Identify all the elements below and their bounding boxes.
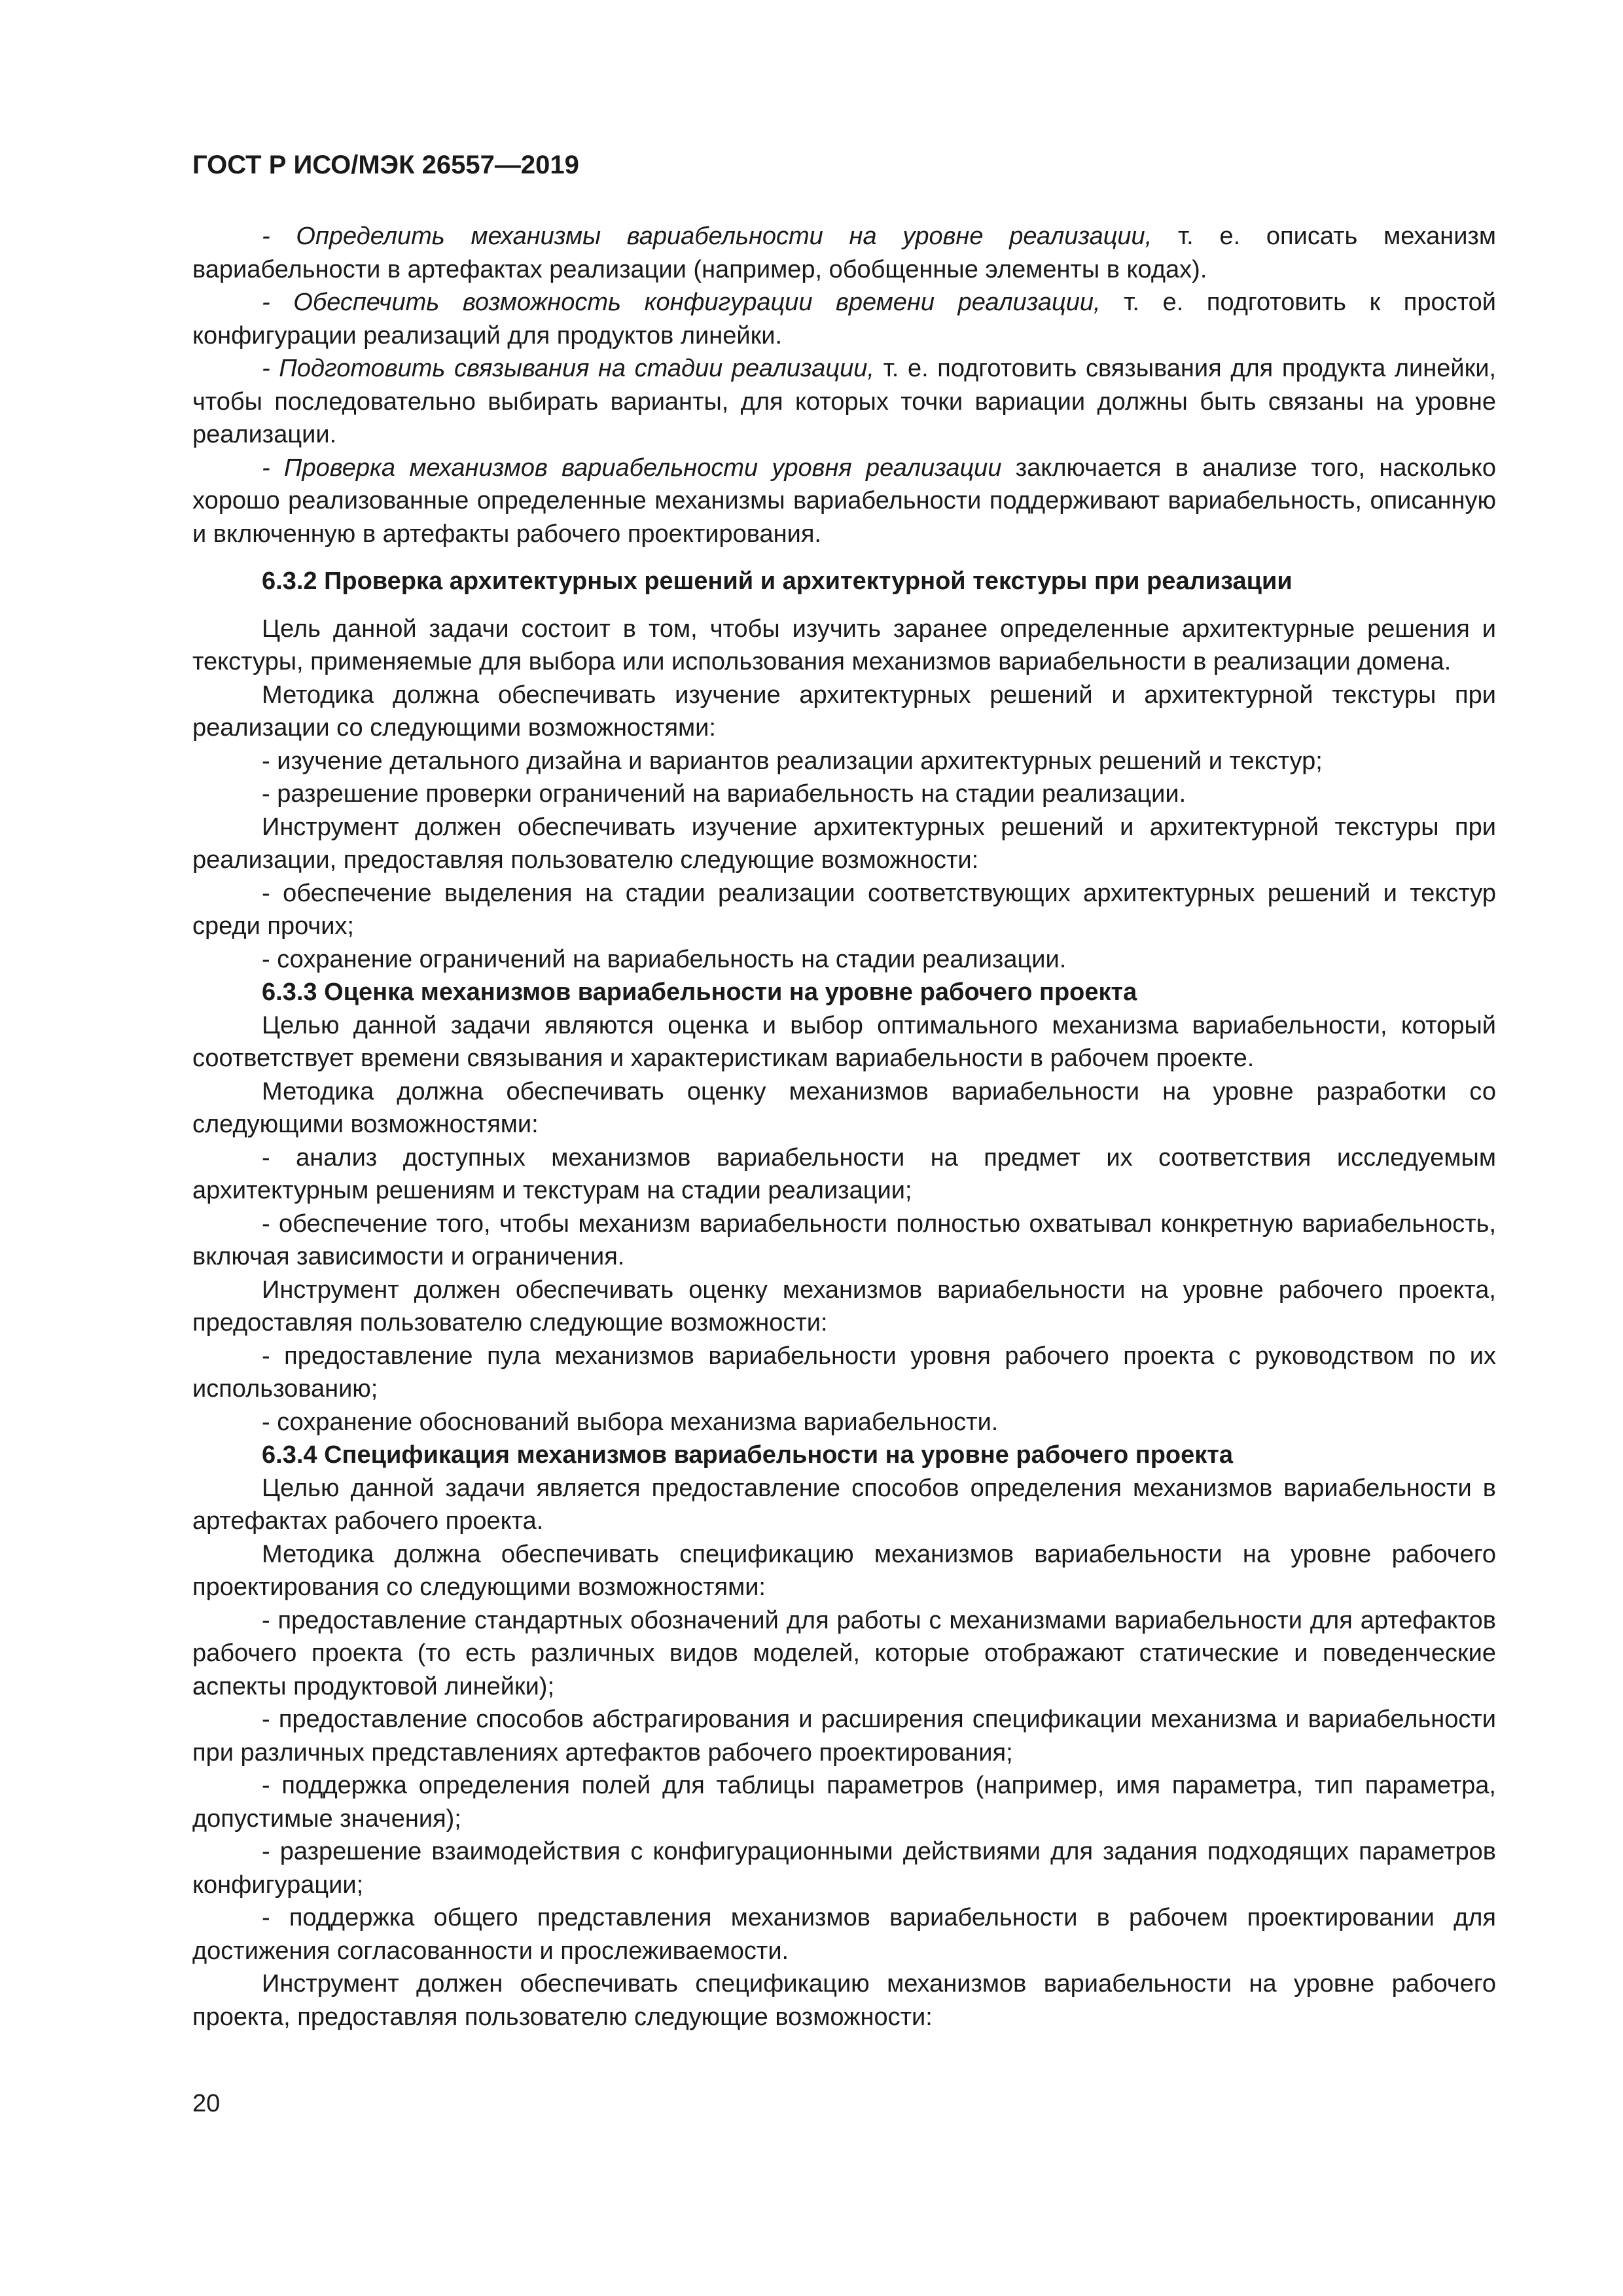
list-item: - предоставление способов абстрагирования и расширения спецификации механизма и вариабельности при различных представлениях артефактов рабочего проектирования; (192, 1706, 1496, 1767)
paragraph: Инструмент должен обеспечивать спецификацию механизмов вариабельности на уровне рабочего проекта, предоставляя пользователю следующие возможности: (192, 1970, 1496, 2031)
section-heading-6-3-3: 6.3.3 Оценка механизмов вариабельности на уровне рабочего проекта (262, 978, 1137, 1006)
section-heading-6-3-2: 6.3.2 Проверка архитектурных решений и архитектурной текстуры при реализации (262, 567, 1293, 595)
list-item: - предоставление стандартных обозначений для работы с механизмами вариабельности для артефактов рабочего проекта (то есть различных видов моделей, которые отображают статические и поведенческие аспекты продуктовой линейки); (192, 1606, 1496, 1700)
paragraph: Целью данной задачи является предоставление способов определения механизмов вариабельности в артефактах рабочего проекта. (192, 1474, 1496, 1535)
paragraph-text: т. е. подготовить связывания для продукта линейки, чтобы последовательно выбирать варианты, для которых точки вариации должны быть связаны на уровне реализации. (192, 355, 1496, 448)
italic-lead: - Обеспечить возможность конфигурации времени реализации, (262, 289, 1101, 316)
italic-lead: - Проверка механизмов вариабельности уровня реализации (262, 454, 1002, 482)
paragraph: Инструмент должен обеспечивать оценку механизмов вариабельности на уровне рабочего проекта, предоставляя пользователю следующие возможности: (192, 1276, 1496, 1336)
document-code-header: ГОСТ Р ИСО/МЭК 26557—2019 (192, 151, 579, 179)
paragraph: Методика должна обеспечивать изучение архитектурных решений и архитектурной текстуры при реализации со следующими возможностями: (192, 681, 1496, 742)
italic-lead: - Подготовить связывания на стадии реализации, (262, 355, 874, 382)
paragraph-text: т. е. описать механизм вариабельности в артефактах реализации (например, обобщенные элементы в кодах). (192, 223, 1496, 283)
list-item: - анализ доступных механизмов вариабельности на предмет их соответствия исследуемым архитектурным решениям и текстурам на стадии реализации; (192, 1143, 1496, 1204)
list-item: - поддержка определения полей для таблицы параметров (например, имя параметра, тип параметра, допустимые значения); (192, 1772, 1496, 1833)
list-item: - сохранение обоснований выбора механизма вариабельности. (262, 1408, 999, 1436)
page-number: 20 (192, 2090, 221, 2117)
list-item: - разрешение взаимодействия с конфигурационными действиями для задания подходящих параметров конфигурации; (192, 1838, 1496, 1899)
list-item: - обеспечение выделения на стадии реализации соответствующих архитектурных решений и текстур среди прочих; (192, 879, 1496, 940)
paragraph (192, 352, 1496, 452)
paragraph: Цель данной задачи состоит в том, чтобы изучить заранее определенные архитектурные решения и текстуры, применяемые для выбора или использования механизмов вариабельности в реализации домена. (192, 615, 1496, 675)
paragraph: Методика должна обеспечивать оценку механизмов вариабельности на уровне разработки со следующими возможностями: (192, 1077, 1496, 1138)
paragraph: Методика должна обеспечивать спецификацию механизмов вариабельности на уровне рабочего проектирования со следующими возможностями: (192, 1540, 1496, 1601)
paragraph (192, 220, 1496, 286)
paragraph: Инструмент должен обеспечивать изучение архитектурных решений и архитектурной текстуры при реализации, предоставляя пользователю следующие возможности: (192, 813, 1496, 874)
section-heading-6-3-4: 6.3.4 Спецификация механизмов вариабельности на уровне рабочего проекта (262, 1441, 1234, 1469)
list-item: - сохранение ограничений на вариабельность на стадии реализации. (262, 945, 1067, 973)
paragraph-text: заключается в анализе того, насколько хорошо реализованные определенные механизмы вариабельности поддерживают вариабельность, описанную и включенную в артефакты рабочего проектирования. (192, 454, 1496, 548)
paragraph: Целью данной задачи являются оценка и выбор оптимального механизма вариабельности, который соответствует времени связывания и характеристикам вариабельности в рабочем проекте. (192, 1011, 1496, 1072)
list-item: - поддержка общего представления механизмов вариабельности в рабочем проектировании для достижения согласованности и прослеживаемости. (192, 1904, 1496, 1965)
italic-lead: - Определить механизмы вариабельности на уровне реализации, (262, 223, 1152, 250)
document-body (192, 220, 1496, 2034)
list-item: - предоставление пула механизмов вариабельности уровня рабочего проекта с руководством по их использованию; (192, 1342, 1496, 1403)
paragraph (192, 452, 1496, 551)
list-item: - обеспечение того, чтобы механизм вариабельности полностью охватывал конкретную вариабельность, включая зависимости и ограничения. (192, 1210, 1496, 1270)
list-item: - разрешение проверки ограничений на вариабельность на стадии реализации. (262, 780, 1186, 808)
list-item: - изучение детального дизайна и вариантов реализации архитектурных решений и текстур; (262, 747, 1323, 775)
paragraph (192, 286, 1496, 352)
paragraph-text: т. е. подготовить к простой конфигурации реализаций для продуктов линейки. (192, 289, 1496, 350)
